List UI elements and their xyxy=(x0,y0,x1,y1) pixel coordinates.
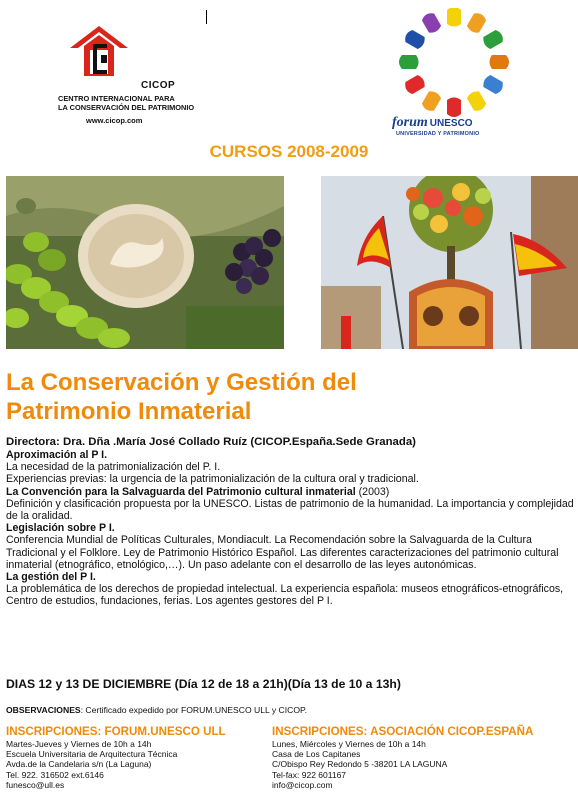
cicop-subtitle xyxy=(58,94,198,112)
forum-word: forum xyxy=(392,115,428,130)
inscripciones-line: Tel. 922. 316502 ext.6146 xyxy=(6,769,104,780)
director-line: Directora: Dra. Dña .María José Collado Ruíz (CICOP.España.Sede Granada) xyxy=(6,436,416,448)
inscripciones-line: Avda.de la Candelaria s/n (La Laguna) xyxy=(6,759,152,770)
inscripciones-line: Martes-Jueves y Viernes de 10h a 14h xyxy=(6,739,152,749)
inscripciones-forum xyxy=(6,725,266,790)
inscripciones-heading: INSCRIPCIONES: ASOCIACIÓN CICOP.ESPAÑA xyxy=(272,725,534,738)
inscripciones-line: C/Obispo Rey Redondo 5 -38201 LA LAGUNA xyxy=(272,759,448,770)
flags-flower-photo xyxy=(321,176,578,349)
forum-unesco-logo xyxy=(390,8,520,138)
inscripciones-line: Escuela Universitaria de Arquitectura Técnica xyxy=(6,749,178,760)
inscripciones-email[interactable]: funesco@ull.es xyxy=(6,779,65,790)
inscripciones-line: Lunes, Miércoles y Viernes de 10h a 14h xyxy=(272,739,426,749)
cicop-name: CICOP xyxy=(141,80,176,91)
section-heading: La gestión del P I. xyxy=(6,571,96,584)
observations-label: OBSERVACIONES xyxy=(6,705,81,715)
section-text: Experiencias previas: la urgencia de la patrimonialización de la cultura oral y tradicional. xyxy=(6,473,419,486)
observations-text: : Certificado expedido por FORUM.UNESCO ULL y CICOP. xyxy=(80,705,308,715)
observations xyxy=(6,705,307,715)
text-cursor xyxy=(206,10,207,24)
course-dates: DIAS 12 y 13 DE DICIEMBRE (Día 12 de 18 a 21h)(Día 13 de 10 a 13h) xyxy=(6,677,401,691)
cicop-logo xyxy=(58,24,198,124)
section-text: La problemática de los derechos de propiedad intelectual. La experiencia española: museos etnográficos-etnográficos, Centro de estudios, fundaciones, ferias. Los agentes gestores del P I. xyxy=(6,583,564,608)
forum-subtitle: UNIVERSIDAD Y PATRIMONIO xyxy=(396,131,480,137)
section-text: Conferencia Mundial de Políticas Culturales, Mondiacult. La Recomendación sobre la Salvaguarda de la Cultura Tradicional y el Folklore. Ley de Patrimonio Histórico Español. Las diferentes caracterizaciones del patrimonio cultural inmaterial (etnográfico, etnológico,…). Un paso adelante con el desarrollo de las leyes autonómicas. xyxy=(6,534,559,571)
cicop-subtitle-line: LA CONSERVACIÓN DEL PATRIMONIO xyxy=(58,103,195,112)
inscripciones-heading: INSCRIPCIONES: FORUM.UNESCO ULL xyxy=(6,725,226,738)
inscripciones-email[interactable]: info@cicop.com xyxy=(272,779,333,790)
page-title xyxy=(6,368,566,426)
course-description xyxy=(6,436,574,608)
section-heading: Aproximación al P I. xyxy=(6,449,108,461)
forum-unesco-name xyxy=(392,114,473,131)
cicop-website: www.cicop.com xyxy=(86,116,143,125)
inscripciones-line: Tel-fax: 922 601167 xyxy=(272,769,347,780)
produce-photo xyxy=(6,176,284,349)
cicop-house-icon xyxy=(68,24,130,82)
section-heading: Legislación sobre P I. xyxy=(6,522,115,535)
inscripciones-line: Casa de Los Capitanes xyxy=(272,749,361,760)
cicop-subtitle-line: CENTRO INTERNACIONAL PARA xyxy=(58,94,175,103)
unesco-word: UNESCO xyxy=(429,118,473,129)
section-text: Definición y clasificación propuesta por la UNESCO. Listas de patrimonio de la humanidad. La importancia y complejidad de la oralidad. xyxy=(6,497,574,523)
inscripciones-cicop xyxy=(272,725,572,790)
cursos-heading: CURSOS 2008-2009 xyxy=(209,142,369,161)
section-text: La necesidad de la patrimonialización del P. I. xyxy=(6,461,221,474)
hands-wheel-icon xyxy=(396,8,512,118)
section-heading: La Convención para la Salvaguarda del Patrimonio cultural inmaterial xyxy=(6,485,356,498)
section-heading-row xyxy=(6,486,574,498)
title-line: La Conservación y Gestión del xyxy=(6,369,357,396)
section-year: (2003) xyxy=(355,485,390,498)
title-line: Patrimonio Inmaterial xyxy=(6,398,252,425)
